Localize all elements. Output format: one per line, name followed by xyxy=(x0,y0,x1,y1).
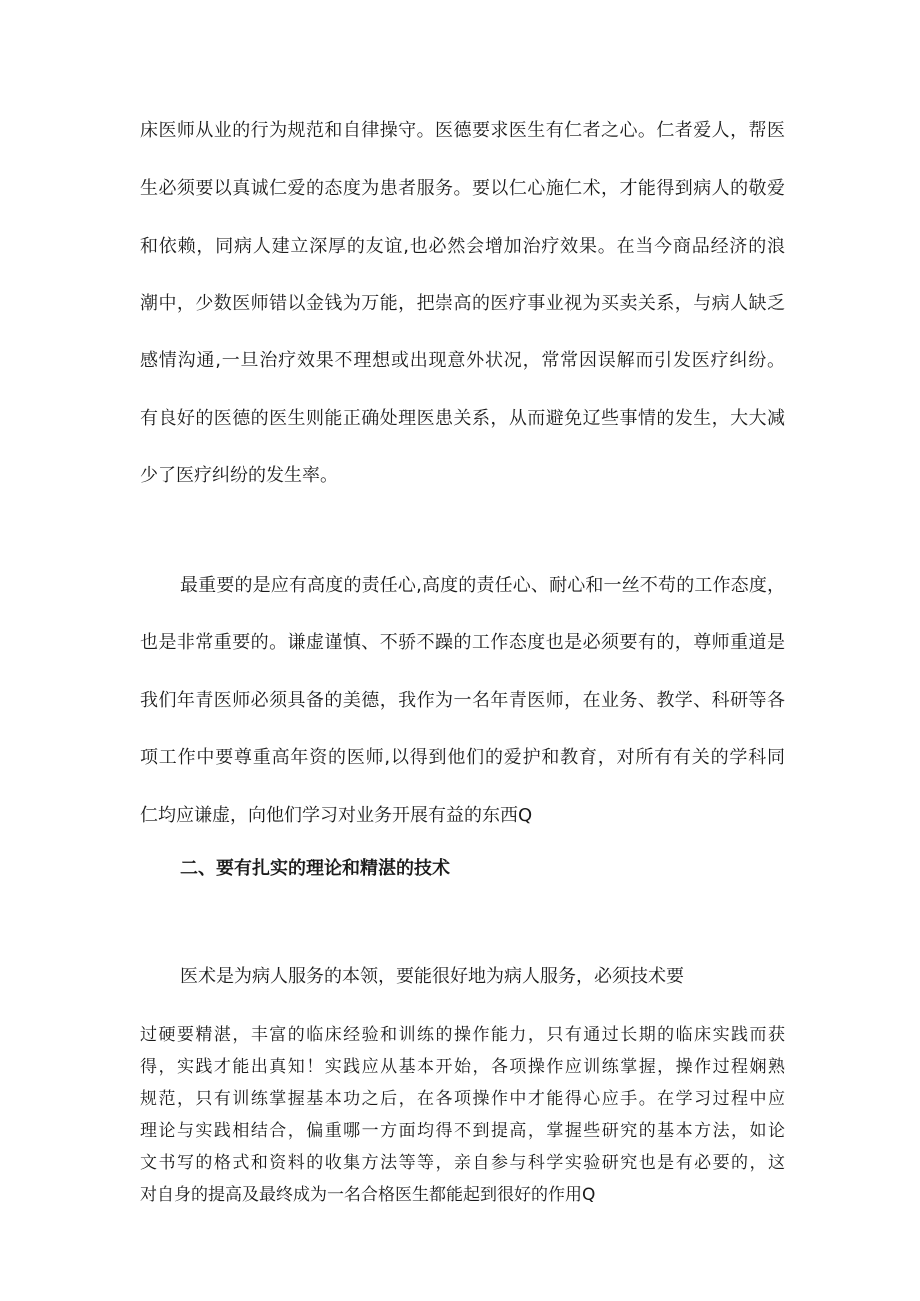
paragraph-line: 文书写的格式和资料的收集方法等等，亲自参与科学实验研究也是有必要的，这 xyxy=(140,1153,785,1173)
paragraph-line: 生必须要以真诚仁爱的态度为患者服务。要以仁心施仁术，才能得到病人的敬爱 xyxy=(140,178,785,199)
paragraph-line: 得，实践才能出真知！实践应从基本开始，各项操作应训练掌握，操作过程娴熟 xyxy=(140,1057,785,1077)
paragraph-line: 和依赖，同病人建立深厚的友谊,也必然会增加治疗效果。在当今商品经济的浪 xyxy=(140,236,785,257)
paragraph-line: 床医师从业的行为规范和自律操守。医德要求医生有仁者之心。仁者爱人，帮医 xyxy=(140,120,785,141)
paragraph-line: 潮中，少数医师错以金钱为万能，把崇高的医疗事业视为买卖关系，与病人缺乏 xyxy=(140,293,785,314)
paragraph-line: 理论与实践相结合，偏重哪一方面均得不到提高，掌握些研究的基本方法，如论 xyxy=(140,1121,785,1141)
paragraph-line: 过硬要精湛，丰富的临床经验和训练的操作能力，只有通过长期的临床实践而获 xyxy=(140,1025,785,1045)
paragraph-line: 有良好的医德的医生则能正确处理医患关系，从而避免辽些事情的发生，大大减 xyxy=(140,408,785,429)
paragraph-intro-line: 医术是为病人服务的本领，要能很好地为病人服务，必须技术要 xyxy=(180,966,684,987)
paragraph-line: 我们年青医师必须具备的美德，我作为一名年青医师，在业务、教学、科研等各 xyxy=(140,690,785,711)
paragraph-line: 仁均应谦虚，向他们学习对业务开展有益的东西Q xyxy=(140,805,533,826)
paragraph-line: 少了医疗纠纷的发生率。 xyxy=(140,465,338,486)
section-heading: 二、要有扎实的理论和精湛的技术 xyxy=(180,858,450,879)
paragraph-line: 对自身的提高及最终成为一名合格医生都能起到很好的作用Q xyxy=(140,1185,596,1205)
paragraph-line: 最重要的是应有高度的责任心,高度的责任心、耐心和一丝不苟的工作态度， xyxy=(180,575,785,596)
paragraph-line: 也是非常重要的。谦虚谨慎、不骄不躁的工作态度也是必须要有的，尊师重道是 xyxy=(140,632,785,653)
paragraph-line: 项工作中要尊重高年资的医师,以得到他们的爱护和教育，对所有有关的学科同 xyxy=(140,747,785,768)
paragraph-line: 规范，只有训练掌握基本功之后，在各项操作中才能得心应手。在学习过程中应 xyxy=(140,1089,785,1109)
paragraph-line: 感情沟通,一旦治疗效果不理想或出现意外状况，常常因误解而引发医疗纠纷。 xyxy=(140,350,785,371)
